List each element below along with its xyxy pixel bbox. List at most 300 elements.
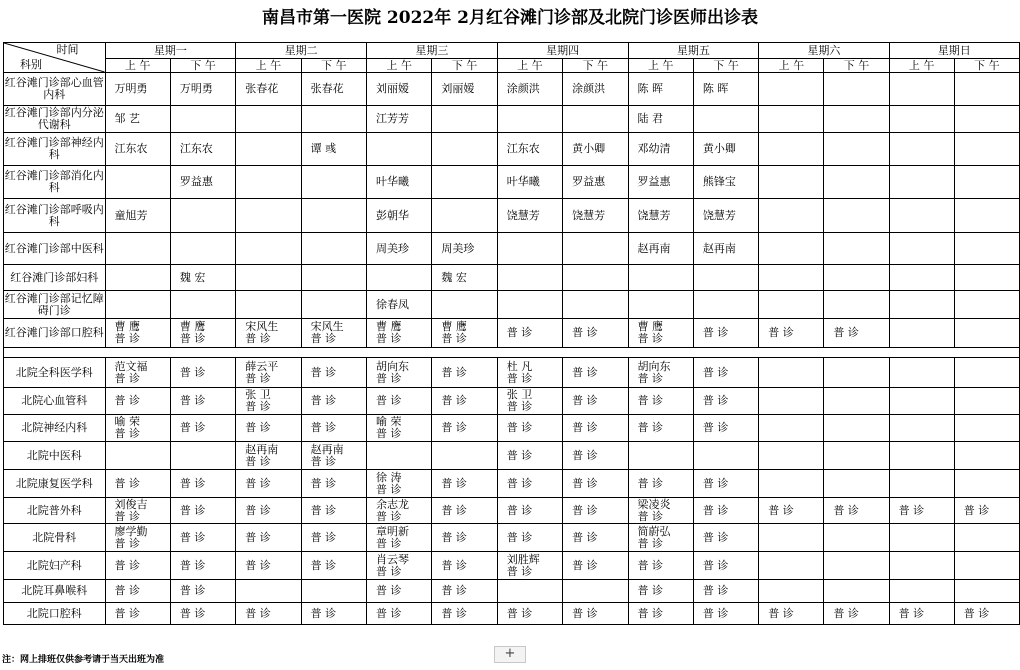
schedule-cell-line: 薛云平 bbox=[245, 359, 279, 373]
schedule-cell-line: 廖学勤 bbox=[114, 524, 148, 538]
table-row bbox=[4, 73, 1020, 106]
schedule-cell bbox=[367, 470, 432, 498]
schedule-cell: 普 诊 bbox=[236, 603, 301, 625]
schedule-cell: 熊锋宝 bbox=[693, 166, 758, 199]
schedule-cell bbox=[105, 442, 170, 470]
table-row bbox=[4, 358, 1020, 388]
schedule-cell bbox=[889, 106, 954, 133]
schedule-cell: 普 诊 bbox=[432, 524, 497, 552]
schedule-cell: 普 诊 bbox=[628, 415, 693, 442]
schedule-cell-line: 普 诊 bbox=[637, 332, 663, 345]
schedule-cell bbox=[497, 358, 562, 388]
schedule-cell bbox=[301, 291, 366, 319]
table-row bbox=[4, 265, 1020, 291]
schedule-cell: 普 诊 bbox=[170, 552, 235, 580]
schedule-cell bbox=[367, 358, 432, 388]
schedule-cell bbox=[954, 415, 1019, 442]
schedule-cell bbox=[236, 199, 301, 233]
schedule-cell bbox=[105, 291, 170, 319]
afternoon-header: 下 午 bbox=[432, 59, 497, 73]
department-cell: 红谷滩门诊部记忆障碍门诊 bbox=[4, 291, 104, 317]
schedule-cell bbox=[759, 580, 824, 603]
schedule-cell bbox=[170, 233, 235, 265]
department-cell: 北院神经内科 bbox=[4, 415, 106, 442]
schedule-cell bbox=[367, 524, 432, 552]
schedule-cell-line: 宋风生 bbox=[245, 320, 279, 333]
schedule-cell: 普 诊 bbox=[889, 498, 954, 524]
schedule-cell bbox=[628, 498, 693, 524]
morning-header: 上 午 bbox=[236, 59, 301, 73]
corner-dept-label: 科别 bbox=[20, 58, 42, 71]
schedule-cell: 普 诊 bbox=[693, 552, 758, 580]
schedule-cell: 普 诊 bbox=[432, 388, 497, 415]
schedule-cell bbox=[563, 106, 628, 133]
schedule-cell-line: 曹 鹰 bbox=[376, 320, 402, 333]
department-cell: 北院全科医学科 bbox=[4, 358, 106, 388]
schedule-cell bbox=[367, 415, 432, 442]
page-title: 南昌市第一医院 2022年 2月红谷滩门诊部及北院门诊医师出诊表 bbox=[262, 8, 758, 28]
department-cell: 红谷滩门诊部口腔科 bbox=[4, 319, 106, 348]
schedule-cell bbox=[105, 524, 170, 552]
table-row bbox=[4, 498, 1020, 524]
schedule-cell: 普 诊 bbox=[759, 603, 824, 625]
schedule-cell bbox=[497, 265, 562, 291]
schedule-cell bbox=[824, 233, 889, 265]
schedule-cell: 叶华曦 bbox=[367, 166, 432, 199]
schedule-cell: 饶慧芳 bbox=[563, 199, 628, 233]
morning-header: 上 午 bbox=[367, 59, 432, 73]
morning-header: 上 午 bbox=[105, 59, 170, 73]
schedule-cell: 普 诊 bbox=[954, 498, 1019, 524]
schedule-cell: 江东农 bbox=[170, 133, 235, 166]
schedule-cell bbox=[954, 358, 1019, 388]
schedule-cell: 普 诊 bbox=[105, 552, 170, 580]
schedule-cell-line: 普 诊 bbox=[376, 536, 402, 550]
schedule-cell bbox=[236, 166, 301, 199]
afternoon-header: 下 午 bbox=[563, 59, 628, 73]
schedule-cell bbox=[170, 106, 235, 133]
schedule-cell: 普 诊 bbox=[759, 319, 824, 348]
department-cell: 北院骨科 bbox=[4, 524, 106, 552]
schedule-cell-line: 普 诊 bbox=[114, 371, 140, 385]
schedule-cell bbox=[889, 415, 954, 442]
department-cell: 红谷滩门诊部中医科 bbox=[4, 233, 106, 265]
schedule-cell bbox=[367, 442, 432, 470]
schedule-cell-line: 范文福 bbox=[114, 359, 148, 373]
schedule-cell-line: 喻 荣 bbox=[114, 415, 140, 428]
schedule-cell-line: 普 诊 bbox=[114, 427, 140, 440]
schedule-cell bbox=[497, 233, 562, 265]
schedule-cell bbox=[759, 73, 824, 106]
schedule-cell: 普 诊 bbox=[432, 603, 497, 625]
schedule-cell bbox=[236, 580, 301, 603]
schedule-cell bbox=[628, 524, 693, 552]
schedule-cell bbox=[954, 319, 1019, 348]
schedule-cell-line: 梁凌炎 bbox=[637, 497, 671, 511]
schedule-cell-line: 普 诊 bbox=[376, 482, 402, 496]
schedule-cell bbox=[367, 133, 432, 166]
schedule-cell: 普 诊 bbox=[693, 580, 758, 603]
schedule-cell bbox=[301, 442, 366, 470]
schedule-cell: 邓幼清 bbox=[628, 133, 693, 166]
department-cell: 红谷滩门诊部呼吸内科 bbox=[4, 199, 106, 233]
department-cell: 红谷滩门诊部神经内科 bbox=[4, 133, 106, 166]
schedule-cell bbox=[236, 442, 301, 470]
schedule-cell bbox=[824, 388, 889, 415]
afternoon-header: 下 午 bbox=[170, 59, 235, 73]
schedule-cell bbox=[367, 498, 432, 524]
schedule-cell bbox=[563, 580, 628, 603]
afternoon-header: 下 午 bbox=[301, 59, 366, 73]
schedule-cell: 饶慧芳 bbox=[497, 199, 562, 233]
schedule-cell bbox=[105, 233, 170, 265]
schedule-cell: 普 诊 bbox=[563, 319, 628, 348]
schedule-cell bbox=[889, 319, 954, 348]
schedule-cell bbox=[497, 291, 562, 319]
schedule-cell: 普 诊 bbox=[432, 415, 497, 442]
schedule-cell: 刘丽嫒 bbox=[432, 73, 497, 106]
schedule-cell: 普 诊 bbox=[954, 603, 1019, 625]
schedule-cell: 张春花 bbox=[236, 73, 301, 106]
schedule-cell: 普 诊 bbox=[563, 524, 628, 552]
schedule-cell-line: 普 诊 bbox=[376, 564, 402, 578]
schedule-cell: 普 诊 bbox=[301, 415, 366, 442]
schedule-cell: 普 诊 bbox=[563, 552, 628, 580]
schedule-cell: 彭朝华 bbox=[367, 199, 432, 233]
schedule-cell: 普 诊 bbox=[105, 580, 170, 603]
schedule-cell bbox=[759, 233, 824, 265]
schedule-cell-line: 普 诊 bbox=[506, 371, 533, 385]
schedule-cell bbox=[497, 552, 562, 580]
schedule-cell bbox=[236, 319, 301, 348]
schedule-cell bbox=[563, 233, 628, 265]
table-row bbox=[4, 106, 1020, 133]
schedule-cell: 罗益惠 bbox=[628, 166, 693, 199]
schedule-cell bbox=[889, 470, 954, 498]
schedule-cell bbox=[889, 580, 954, 603]
department-cell: 北院康复医学科 bbox=[4, 470, 106, 498]
schedule-cell bbox=[759, 442, 824, 470]
schedule-cell bbox=[889, 73, 954, 106]
schedule-cell: 普 诊 bbox=[628, 388, 693, 415]
schedule-cell-line: 刘胜辉 bbox=[506, 552, 540, 566]
schedule-cell-line: 曹 鹰 bbox=[114, 320, 140, 333]
morning-header: 上 午 bbox=[889, 59, 954, 73]
schedule-cell: 普 诊 bbox=[497, 603, 562, 625]
schedule-cell: 普 诊 bbox=[301, 498, 366, 524]
schedule-cell-line: 普 诊 bbox=[376, 509, 402, 523]
schedule-cell bbox=[889, 388, 954, 415]
schedule-cell-line: 普 诊 bbox=[245, 400, 271, 413]
schedule-cell: 陈 晖 bbox=[628, 73, 693, 106]
schedule-cell: 普 诊 bbox=[432, 498, 497, 524]
schedule-cell bbox=[367, 319, 432, 348]
schedule-cell: 普 诊 bbox=[105, 603, 170, 625]
schedule-cell-line: 普 诊 bbox=[310, 332, 337, 345]
schedule-cell: 江东农 bbox=[105, 133, 170, 166]
schedule-cell: 张春花 bbox=[301, 73, 366, 106]
morning-header: 上 午 bbox=[628, 59, 693, 73]
schedule-cell bbox=[628, 442, 693, 470]
schedule-cell: 普 诊 bbox=[236, 470, 301, 498]
table-row bbox=[4, 233, 1020, 265]
schedule-cell bbox=[170, 442, 235, 470]
schedule-cell bbox=[236, 291, 301, 319]
schedule-cell: 江芳芳 bbox=[367, 106, 432, 133]
schedule-cell bbox=[824, 358, 889, 388]
schedule-cell-line: 普 诊 bbox=[114, 332, 140, 345]
schedule-cell bbox=[432, 319, 497, 348]
schedule-cell bbox=[889, 291, 954, 319]
schedule-cell-line: 普 诊 bbox=[637, 371, 663, 385]
schedule-cell: 普 诊 bbox=[170, 524, 235, 552]
schedule-cell bbox=[497, 388, 562, 415]
schedule-cell: 江东农 bbox=[497, 133, 562, 166]
schedule-cell bbox=[889, 133, 954, 166]
schedule-cell bbox=[824, 199, 889, 233]
schedule-cell bbox=[432, 166, 497, 199]
schedule-cell: 叶华曦 bbox=[497, 166, 562, 199]
schedule-cell: 普 诊 bbox=[301, 552, 366, 580]
table-row bbox=[4, 291, 1020, 319]
schedule-cell bbox=[889, 442, 954, 470]
schedule-cell: 涂颜洪 bbox=[497, 73, 562, 106]
schedule-cell-line: 普 诊 bbox=[506, 400, 533, 413]
schedule-cell: 魏 宏 bbox=[170, 265, 235, 291]
schedule-cell: 普 诊 bbox=[301, 358, 366, 388]
schedule-cell: 普 诊 bbox=[693, 470, 758, 498]
schedule-cell bbox=[824, 524, 889, 552]
schedule-cell bbox=[301, 580, 366, 603]
schedule-cell: 普 诊 bbox=[497, 470, 562, 498]
schedule-cell: 普 诊 bbox=[693, 388, 758, 415]
schedule-cell-line: 杜 凡 bbox=[506, 359, 533, 373]
schedule-cell-line: 普 诊 bbox=[376, 371, 402, 385]
schedule-cell-line: 普 诊 bbox=[506, 564, 533, 578]
schedule-cell bbox=[954, 388, 1019, 415]
schedule-cell bbox=[889, 265, 954, 291]
add-sheet-button[interactable]: + bbox=[494, 646, 526, 663]
department-cell: 红谷滩门诊部内分泌代谢科 bbox=[4, 106, 104, 131]
schedule-cell-line: 普 诊 bbox=[179, 332, 206, 345]
schedule-cell bbox=[105, 166, 170, 199]
schedule-cell: 普 诊 bbox=[563, 358, 628, 388]
schedule-cell bbox=[824, 166, 889, 199]
schedule-cell bbox=[432, 199, 497, 233]
table-row bbox=[4, 415, 1020, 442]
department-cell: 北院心血管科 bbox=[4, 388, 106, 415]
department-cell: 北院妇产科 bbox=[4, 552, 106, 580]
schedule-cell-line: 赵再南 bbox=[245, 442, 279, 456]
schedule-cell bbox=[824, 415, 889, 442]
day-header: 星期三 bbox=[367, 43, 498, 59]
table-row bbox=[4, 552, 1020, 580]
schedule-cell-line: 张 卫 bbox=[245, 388, 271, 401]
schedule-cell: 普 诊 bbox=[432, 580, 497, 603]
schedule-cell bbox=[824, 580, 889, 603]
schedule-cell: 普 诊 bbox=[563, 388, 628, 415]
schedule-cell bbox=[759, 388, 824, 415]
schedule-cell bbox=[628, 358, 693, 388]
schedule-table bbox=[3, 42, 1020, 625]
schedule-cell: 万明勇 bbox=[105, 73, 170, 106]
schedule-cell bbox=[236, 358, 301, 388]
schedule-cell: 普 诊 bbox=[889, 603, 954, 625]
schedule-cell: 普 诊 bbox=[563, 415, 628, 442]
schedule-cell bbox=[824, 73, 889, 106]
schedule-cell bbox=[954, 233, 1019, 265]
schedule-cell: 普 诊 bbox=[105, 388, 170, 415]
schedule-cell bbox=[759, 552, 824, 580]
schedule-cell: 普 诊 bbox=[170, 388, 235, 415]
schedule-cell: 普 诊 bbox=[170, 415, 235, 442]
schedule-cell: 普 诊 bbox=[628, 580, 693, 603]
afternoon-header: 下 午 bbox=[824, 59, 889, 73]
schedule-cell: 周美珍 bbox=[367, 233, 432, 265]
schedule-cell bbox=[301, 199, 366, 233]
table-row bbox=[4, 470, 1020, 498]
schedule-cell bbox=[759, 133, 824, 166]
schedule-cell bbox=[693, 442, 758, 470]
day-header: 星期一 bbox=[105, 43, 236, 59]
table-row bbox=[4, 319, 1020, 348]
schedule-cell-line: 普 诊 bbox=[441, 332, 467, 345]
table-row bbox=[4, 580, 1020, 603]
schedule-cell bbox=[105, 319, 170, 348]
table-row bbox=[4, 388, 1020, 415]
department-cell: 北院中医科 bbox=[4, 442, 106, 470]
schedule-cell bbox=[432, 291, 497, 319]
schedule-cell bbox=[236, 106, 301, 133]
schedule-cell: 普 诊 bbox=[693, 524, 758, 552]
schedule-cell bbox=[497, 580, 562, 603]
schedule-cell-line: 胡向东 bbox=[637, 359, 671, 373]
schedule-cell bbox=[954, 199, 1019, 233]
schedule-cell bbox=[759, 358, 824, 388]
schedule-cell bbox=[759, 291, 824, 319]
day-header: 星期二 bbox=[236, 43, 367, 59]
schedule-cell: 赵再南 bbox=[628, 233, 693, 265]
schedule-cell bbox=[954, 73, 1019, 106]
schedule-cell-line: 普 诊 bbox=[114, 509, 140, 523]
schedule-cell bbox=[432, 442, 497, 470]
table-row bbox=[4, 166, 1020, 199]
table-row bbox=[4, 199, 1020, 233]
schedule-cell bbox=[759, 199, 824, 233]
schedule-cell-line: 普 诊 bbox=[245, 371, 271, 385]
schedule-cell: 普 诊 bbox=[432, 552, 497, 580]
separator-row bbox=[4, 348, 1020, 358]
schedule-cell bbox=[889, 166, 954, 199]
schedule-cell bbox=[824, 442, 889, 470]
schedule-cell-line: 刘俊吉 bbox=[114, 497, 148, 511]
morning-header: 上 午 bbox=[497, 59, 562, 73]
table-row bbox=[4, 603, 1020, 625]
schedule-cell bbox=[954, 524, 1019, 552]
schedule-cell bbox=[497, 106, 562, 133]
schedule-cell-line: 胡向东 bbox=[376, 359, 409, 373]
schedule-cell: 普 诊 bbox=[170, 358, 235, 388]
schedule-cell: 普 诊 bbox=[563, 442, 628, 470]
schedule-cell bbox=[954, 470, 1019, 498]
schedule-cell bbox=[105, 265, 170, 291]
schedule-cell: 普 诊 bbox=[170, 498, 235, 524]
schedule-cell bbox=[824, 133, 889, 166]
day-header: 星期四 bbox=[497, 43, 628, 59]
schedule-cell-line: 普 诊 bbox=[310, 454, 337, 468]
schedule-cell bbox=[824, 106, 889, 133]
department-cell: 北院普外科 bbox=[4, 498, 106, 524]
schedule-cell: 罗益惠 bbox=[563, 166, 628, 199]
schedule-cell-line: 章明新 bbox=[376, 524, 409, 538]
schedule-cell: 饶慧芳 bbox=[628, 199, 693, 233]
schedule-cell bbox=[693, 265, 758, 291]
schedule-cell: 普 诊 bbox=[693, 358, 758, 388]
schedule-cell: 普 诊 bbox=[824, 319, 889, 348]
schedule-cell: 周美珍 bbox=[432, 233, 497, 265]
schedule-cell-line: 余志龙 bbox=[376, 497, 409, 511]
schedule-cell: 普 诊 bbox=[170, 470, 235, 498]
department-cell: 红谷滩门诊部消化内科 bbox=[4, 166, 106, 199]
department-cell: 北院耳鼻喉科 bbox=[4, 580, 106, 603]
schedule-cell bbox=[301, 265, 366, 291]
schedule-cell: 普 诊 bbox=[367, 603, 432, 625]
schedule-cell: 普 诊 bbox=[563, 498, 628, 524]
schedule-cell-line: 普 诊 bbox=[245, 332, 271, 345]
schedule-cell bbox=[954, 580, 1019, 603]
schedule-cell: 谭 彧 bbox=[301, 133, 366, 166]
schedule-cell-line: 曹 鹰 bbox=[179, 320, 206, 333]
schedule-cell bbox=[236, 233, 301, 265]
table-row bbox=[4, 442, 1020, 470]
schedule-cell bbox=[367, 265, 432, 291]
afternoon-header: 下 午 bbox=[693, 59, 758, 73]
schedule-cell bbox=[170, 291, 235, 319]
schedule-cell: 普 诊 bbox=[170, 603, 235, 625]
schedule-cell-line: 肖云琴 bbox=[376, 552, 409, 566]
schedule-cell: 陆 君 bbox=[628, 106, 693, 133]
schedule-cell bbox=[889, 552, 954, 580]
schedule-cell-line: 喻 荣 bbox=[376, 415, 402, 428]
schedule-cell: 赵再南 bbox=[693, 233, 758, 265]
schedule-cell: 普 诊 bbox=[563, 603, 628, 625]
schedule-cell bbox=[889, 233, 954, 265]
schedule-cell: 普 诊 bbox=[432, 470, 497, 498]
schedule-cell bbox=[628, 319, 693, 348]
schedule-cell bbox=[693, 106, 758, 133]
schedule-cell bbox=[759, 470, 824, 498]
schedule-cell: 万明勇 bbox=[170, 73, 235, 106]
department-cell: 红谷滩门诊部妇科 bbox=[4, 265, 106, 291]
schedule-cell: 普 诊 bbox=[497, 442, 562, 470]
schedule-cell bbox=[105, 358, 170, 388]
schedule-cell: 普 诊 bbox=[693, 498, 758, 524]
schedule-cell: 涂颜洪 bbox=[563, 73, 628, 106]
schedule-cell: 普 诊 bbox=[628, 552, 693, 580]
schedule-cell: 饶慧芳 bbox=[693, 199, 758, 233]
schedule-cell bbox=[301, 319, 366, 348]
schedule-cell-line: 宋风生 bbox=[310, 320, 344, 333]
schedule-cell: 普 诊 bbox=[824, 498, 889, 524]
schedule-cell bbox=[824, 470, 889, 498]
schedule-cell: 普 诊 bbox=[301, 603, 366, 625]
schedule-cell-line: 张 卫 bbox=[506, 388, 533, 401]
schedule-cell: 普 诊 bbox=[497, 498, 562, 524]
schedule-cell: 黄小卿 bbox=[563, 133, 628, 166]
schedule-cell: 普 诊 bbox=[693, 603, 758, 625]
schedule-cell: 普 诊 bbox=[236, 498, 301, 524]
schedule-cell: 罗益惠 bbox=[170, 166, 235, 199]
